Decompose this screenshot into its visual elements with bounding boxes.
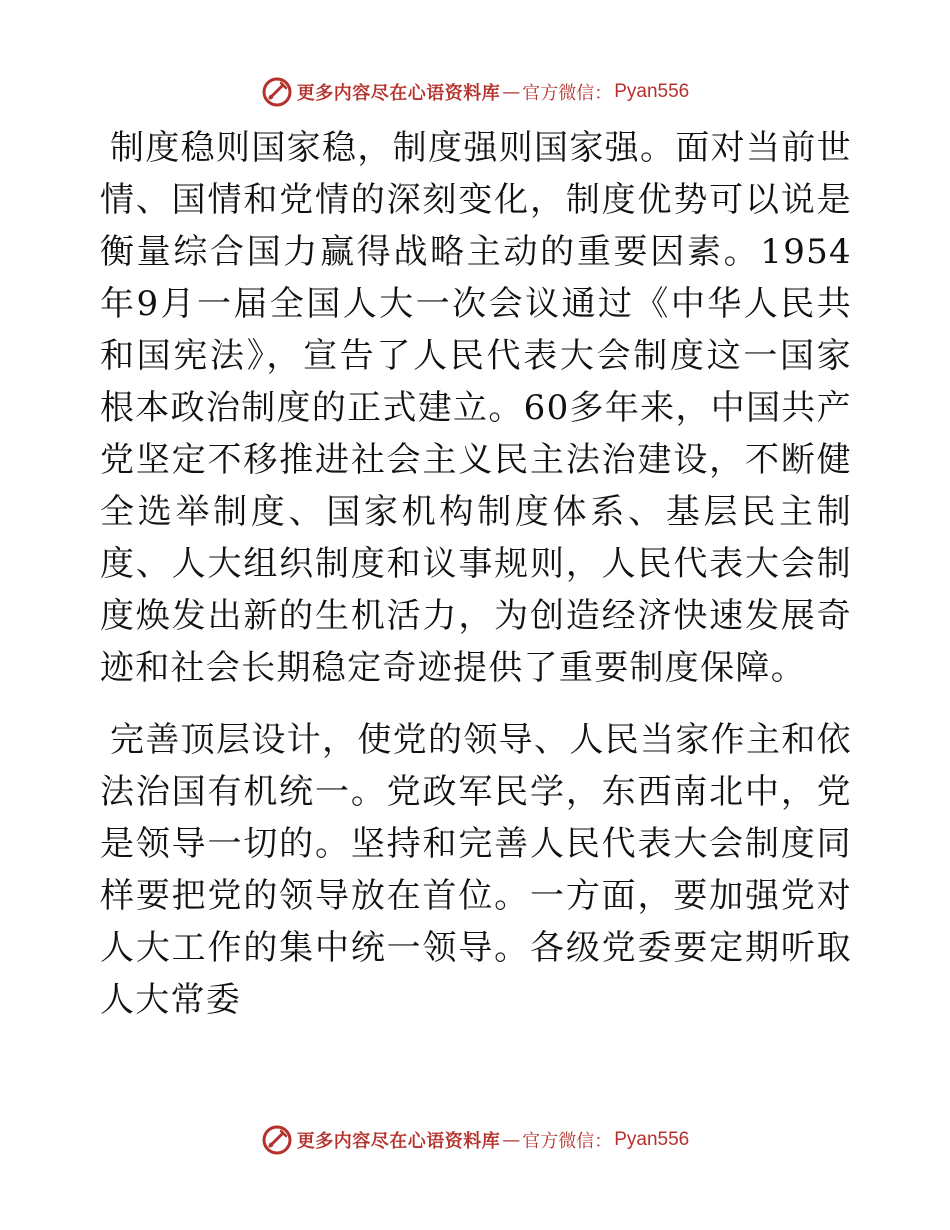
paragraph-1: 制度稳则国家稳，制度强则国家强。面对当前世情、国情和党情的深刻变化，制度优势可以说是衡量综合国力赢得战略主动的重要因素。1954年9月一届全国人大一次会议通过《中华人民共和国宪法》，宣告了人民代表大会制度这一国家根本政治制度的正式建立。60多年来，中国共产党坚定不移推进社会主义民主法治建设，不断健全选举制度、国家机构制度体系、基层民主制度、人大组织制度和议事规则，人民代表大会制度焕发出新的生机活力，为创造经济快速发展奇迹和社会长期稳定奇迹提供了重要制度保障。 (100, 128, 852, 688)
document-body (100, 122, 852, 1026)
paragraph-2: 完善顶层设计，使党的领导、人民当家作主和依法治国有机统一。党政军民学，东西南北中，党是领导一切的。坚持和完善人民代表大会制度同样要把党的领导放在首位。一方面，要加强党对人大工作的集中统一领导。各级党委要定期听取人大常委 (100, 720, 852, 1020)
header-contact-id: Pyan556 (614, 81, 690, 102)
watermark-seal-icon (261, 1124, 293, 1156)
header-separator: — (502, 81, 521, 103)
header-watermark (0, 72, 950, 112)
header-contact-label: 官方微信： (522, 83, 613, 104)
footer-watermark (0, 1120, 950, 1160)
footer-contact-label: 官方微信： (522, 1131, 613, 1152)
watermark-seal-icon (261, 76, 293, 108)
footer-separator: — (502, 1129, 521, 1151)
footer-contact-id: Pyan556 (614, 1129, 690, 1150)
footer-brand-text: 更多内容尽在心语资料库 (296, 1131, 501, 1152)
header-brand-text: 更多内容尽在心语资料库 (296, 83, 501, 104)
